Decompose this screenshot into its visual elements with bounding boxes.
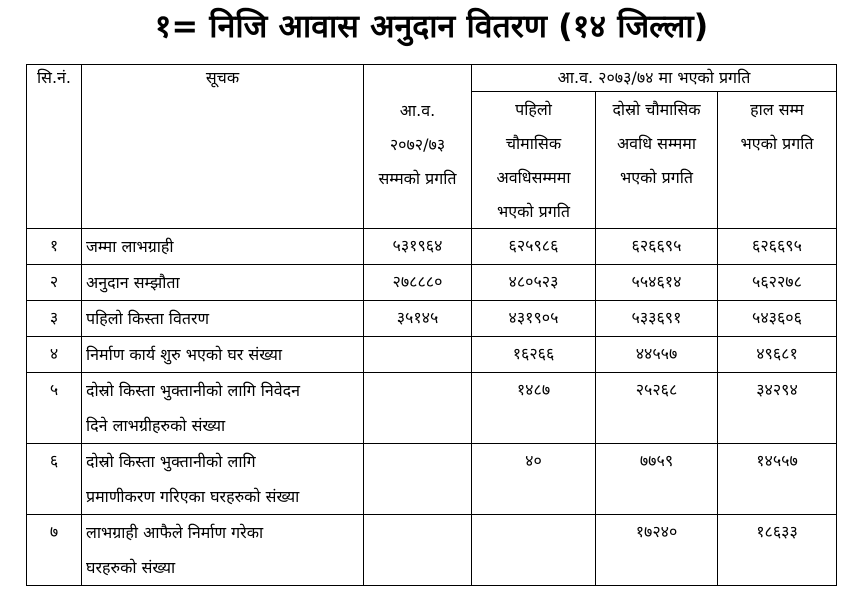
row-q2: ५५४६१४	[596, 265, 718, 301]
row-indicator: दोस्रो किस्ता भुक्तानीको लागि निवेदन दिने लाभग्रीहरुको संख्या	[82, 373, 364, 444]
row-q1: ६२५९८६	[472, 229, 596, 265]
row-indicator: जम्मा लाभग्राही	[82, 229, 364, 265]
header-prev-progress: आ.व. २०७२/७३ सम्मको प्रगति	[364, 65, 472, 229]
row-todate: १८६३३	[718, 515, 837, 586]
row-sn: ६	[27, 444, 82, 515]
row-q1: १६२६६	[472, 337, 596, 373]
row-q1: ४३१९०५	[472, 301, 596, 337]
row-indicator: दोस्रो किस्ता भुक्तानीको लागि प्रमाणीकरण गरिएका घरहरुको संख्या	[82, 444, 364, 515]
table-row	[27, 337, 837, 373]
row-prev	[364, 444, 472, 515]
row-prev: ३५१४५	[364, 301, 472, 337]
row-sn: ७	[27, 515, 82, 586]
header-q2: दोस्रो चौमासिक अवधि सम्ममा भएको प्रगति	[596, 92, 718, 229]
row-indicator: लाभग्राही आफैले निर्माण गरेका घरहरुको संख्या	[82, 515, 364, 586]
header-sn: सि.नं.	[27, 65, 82, 229]
row-q1: ४८०५२३	[472, 265, 596, 301]
row-sn: ४	[27, 337, 82, 373]
row-q2: ७७५९	[596, 444, 718, 515]
row-prev: २७८८८०	[364, 265, 472, 301]
row-q1: ४०	[472, 444, 596, 515]
row-prev: ५३१९६४	[364, 229, 472, 265]
table-row	[27, 229, 837, 265]
row-q1: १४८७	[472, 373, 596, 444]
row-sn: २	[27, 265, 82, 301]
row-indicator: पहिलो किस्ता वितरण	[82, 301, 364, 337]
page-title: १= निजि आवास अनुदान वितरण (१४ जिल्ला)	[154, 7, 709, 45]
row-todate: ६२६६९५	[718, 229, 837, 265]
row-todate: ३४२९४	[718, 373, 837, 444]
table-row	[27, 373, 837, 444]
table-row	[27, 515, 837, 586]
row-sn: १	[27, 229, 82, 265]
row-prev	[364, 515, 472, 586]
row-prev	[364, 373, 472, 444]
row-q2: १७२४०	[596, 515, 718, 586]
table-row	[27, 301, 837, 337]
row-prev	[364, 337, 472, 373]
table-row	[27, 444, 837, 515]
header-row	[27, 65, 837, 92]
progress-table	[26, 64, 837, 586]
row-q2: ६२६६९५	[596, 229, 718, 265]
row-q2: ५३३६९१	[596, 301, 718, 337]
header-todate: हाल सम्म भएको प्रगति	[718, 92, 837, 229]
table-row	[27, 265, 837, 301]
row-q1	[472, 515, 596, 586]
row-indicator: अनुदान सम्झौता	[82, 265, 364, 301]
row-todate: ४९६८१	[718, 337, 837, 373]
row-sn: ५	[27, 373, 82, 444]
header-indicator: सूचक	[82, 65, 364, 229]
header-q1: पहिलो चौमासिक अवधिसम्ममा भएको प्रगति	[472, 92, 596, 229]
header-current-group: आ.व. २०७३/७४ मा भएको प्रगति	[472, 65, 837, 92]
row-todate: ५६२२७८	[718, 265, 837, 301]
row-indicator: निर्माण कार्य शुरु भएको घर संख्या	[82, 337, 364, 373]
row-sn: ३	[27, 301, 82, 337]
row-todate: ५४३६०६	[718, 301, 837, 337]
row-q2: २५२६८	[596, 373, 718, 444]
row-q2: ४४५५७	[596, 337, 718, 373]
row-todate: १४५५७	[718, 444, 837, 515]
